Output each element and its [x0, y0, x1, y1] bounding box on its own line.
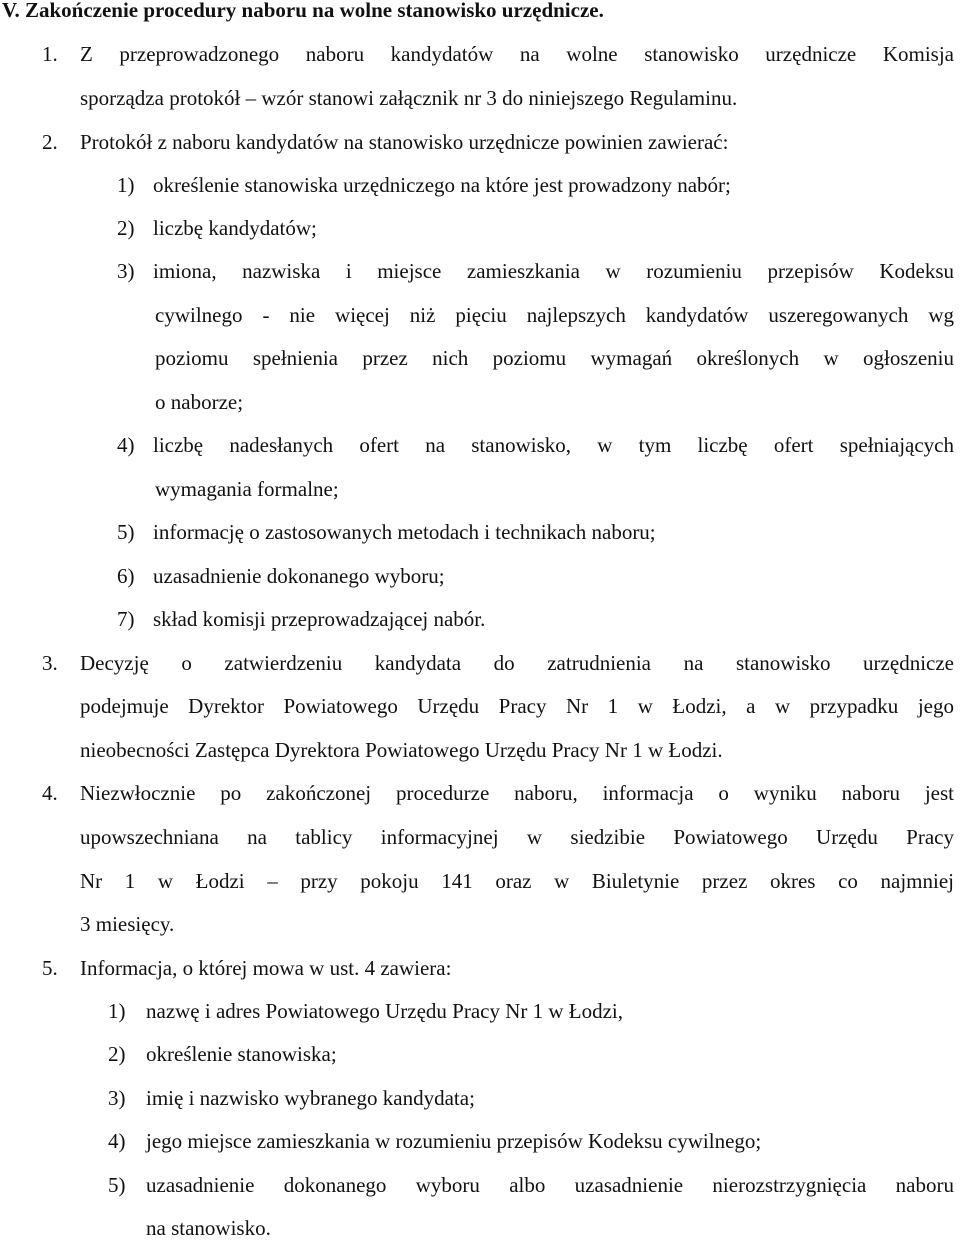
subitem-text: nazwę i adres Powiatowego Urzędu Pracy Nr 1 w Łodzi, [146, 999, 624, 1023]
subitem-text: określenie stanowiska; [146, 1042, 337, 1066]
item-1-line-1: Z przeprowadzonego naboru kandydatów na wolne stanowisko urzędnicze Komisja [80, 42, 954, 66]
subitem-number: 4) [108, 1129, 126, 1153]
subitem-text: uzasadnienie dokonanego wyboru; [153, 564, 445, 588]
item-4-line-2: upowszechniana na tablicy informacyjnej w siedzibie Powiatowego Urzędu Pracy [80, 825, 954, 849]
subitem-number: 5) [117, 520, 135, 544]
subitem-number: 1) [117, 173, 135, 197]
subitem-text: imię i nazwisko wybranego kandydata; [146, 1086, 475, 1110]
subitem-number: 3) [108, 1086, 126, 1110]
subitem-text: poziomu spełnienia przez nich poziomu wymagań określonych w ogłoszeniu [155, 346, 954, 370]
item-2-text: Protokół z naboru kandydatów na stanowisko urzędnicze powinien zawierać: [80, 130, 729, 154]
item-number: 1. [42, 42, 58, 66]
item-3-line-2: podejmuje Dyrektor Powiatowego Urzędu Pracy Nr 1 w Łodzi, a w przypadku jego [80, 694, 954, 718]
item-3-line-1: Decyzję o zatwierdzeniu kandydata do zatrudnienia na stanowisko urzędnicze [80, 651, 954, 675]
subitem-number: 1) [108, 999, 126, 1023]
item-number: 2. [42, 130, 58, 154]
subitem-text: określenie stanowiska urzędniczego na które jest prowadzony nabór; [153, 173, 731, 197]
subitem-text: liczbę nadesłanych ofert na stanowisko, w tym liczbę ofert spełniających [153, 433, 954, 457]
subitem-number: 2) [117, 216, 135, 240]
item-number: 5. [42, 956, 58, 980]
item-1-line-2: sporządza protokół – wzór stanowi załącznik nr 3 do niniejszego Regulaminu. [80, 86, 738, 110]
item-number: 3. [42, 651, 58, 675]
subitem-text: wymagania formalne; [155, 477, 339, 501]
subitem-text: informację o zastosowanych metodach i technikach naboru; [153, 520, 656, 544]
subitem-number: 2) [108, 1042, 126, 1066]
item-5-text: Informacja, o której mowa w ust. 4 zawiera: [80, 956, 452, 980]
subitem-text: jego miejsce zamieszkania w rozumieniu przepisów Kodeksu cywilnego; [146, 1129, 762, 1153]
subitem-number: 5) [108, 1173, 126, 1197]
subitem-number: 6) [117, 564, 135, 588]
item-3-line-3: nieobecności Zastępca Dyrektora Powiatowego Urzędu Pracy Nr 1 w Łodzi. [80, 738, 723, 762]
section-heading: V. Zakończenie procedury naboru na wolne stanowisko urzędnicze. [2, 0, 604, 22]
item-4-line-4: 3 miesięcy. [80, 912, 175, 936]
subitem-text: imiona, nazwiska i miejsce zamieszkania w rozumieniu przepisów Kodeksu [153, 259, 954, 283]
item-4-line-1: Niezwłocznie po zakończonej procedurze naboru, informacja o wyniku naboru jest [80, 781, 954, 805]
item-number: 4. [42, 781, 58, 805]
subitem-text: skład komisji przeprowadzającej nabór. [153, 607, 486, 631]
subitem-text: uzasadnienie dokonanego wyboru albo uzasadnienie nierozstrzygnięcia naboru [146, 1173, 954, 1197]
subitem-text: cywilnego - nie więcej niż pięciu najlepszych kandydatów uszeregowanych wg [155, 303, 954, 327]
item-4-line-3: Nr 1 w Łodzi – przy pokoju 141 oraz w Biuletynie przez okres co najmniej [80, 869, 954, 893]
subitem-number: 4) [117, 433, 135, 457]
subitem-number: 3) [117, 259, 135, 283]
subitem-text: na stanowisko. [146, 1216, 271, 1240]
subitem-text: o naborze; [155, 390, 244, 414]
subitem-text: liczbę kandydatów; [153, 216, 317, 240]
subitem-number: 7) [117, 607, 135, 631]
